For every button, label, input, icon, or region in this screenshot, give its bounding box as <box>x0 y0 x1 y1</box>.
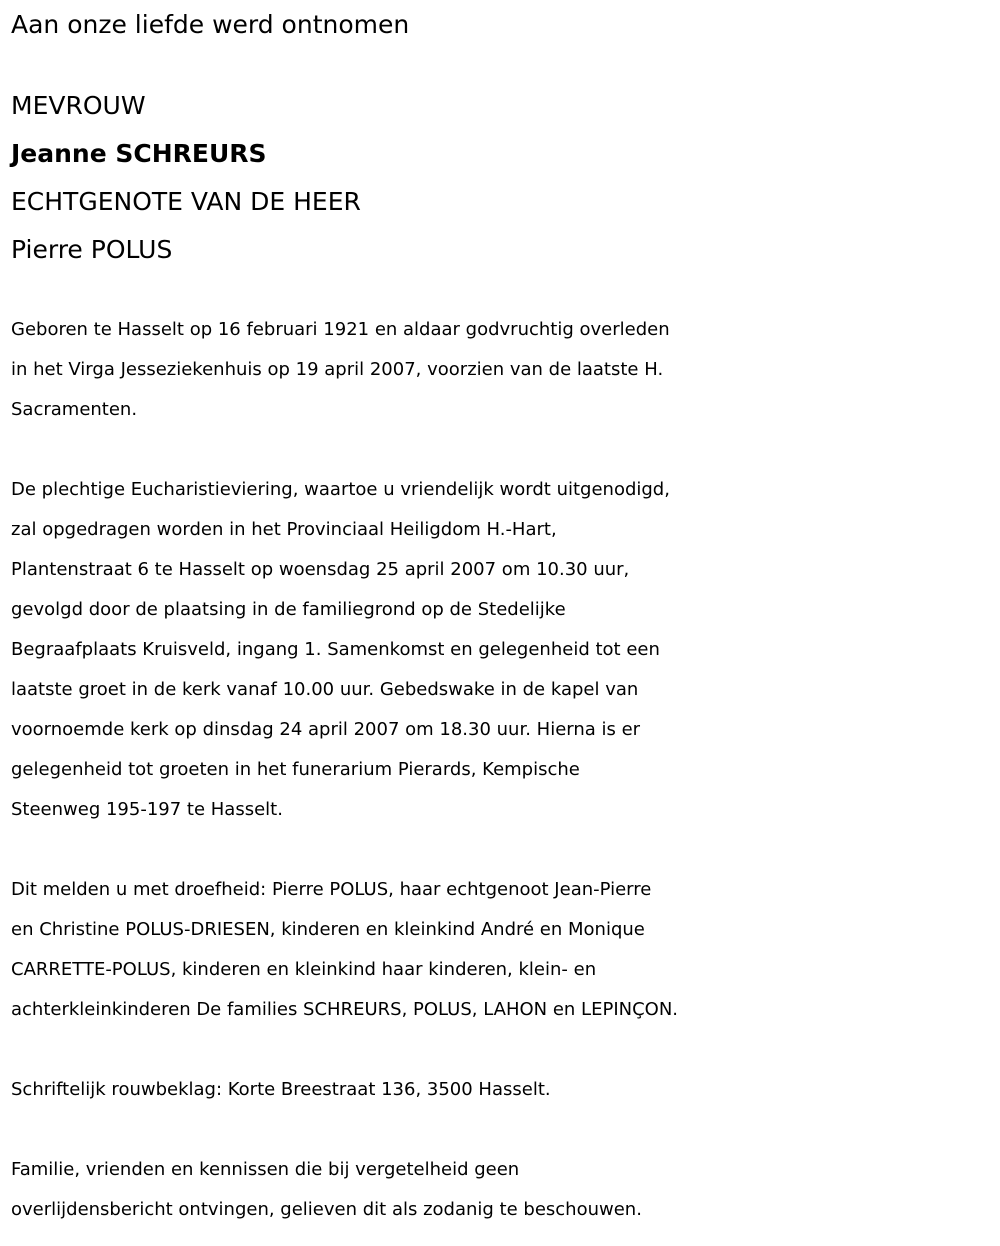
text-line: De plechtige Eucharistieviering, waartoe u vriendelijk wordt uitgenodigd, <box>11 479 670 500</box>
text-line: Familie, vrienden en kennissen die bij vergetelheid geen <box>11 1159 520 1180</box>
paragraph-condolences <box>11 1070 991 1110</box>
opening-line: Aan onze liefde werd ontnomen <box>11 10 410 39</box>
text-line: overlijdensbericht ontvingen, gelieven dit als zodanig te beschouwen. <box>11 1199 642 1220</box>
text-line: Plantenstraat 6 te Hasselt op woensdag 25 april 2007 om 10.30 uur, <box>11 559 630 580</box>
text-line: voornoemde kerk op dinsdag 24 april 2007 om 18.30 uur. Hierna is er <box>11 719 641 740</box>
paragraph-ceremony <box>11 470 991 830</box>
spouse-prefix: ECHTGENOTE VAN DE HEER <box>11 187 361 216</box>
paragraph-birth-death <box>11 310 991 430</box>
paragraph-closing <box>11 1150 991 1230</box>
text-line: Steenweg 195-197 te Hasselt. <box>11 799 283 820</box>
text-line: laatste groet in de kerk vanaf 10.00 uur. Gebedswake in de kapel van <box>11 679 639 700</box>
text-line: Dit melden u met droefheid: Pierre POLUS, haar echtgenoot Jean-Pierre <box>11 879 652 900</box>
text-line: achterkleinkinderen De families SCHREURS, POLUS, LAHON en LEPINÇON. <box>11 999 679 1020</box>
text-line: gevolgd door de plaatsing in de familiegrond op de Stedelijke <box>11 599 566 620</box>
text-line: zal opgedragen worden in het Provinciaal Heiligdom H.-Hart, <box>11 519 557 540</box>
text-line: Sacramenten. <box>11 399 138 420</box>
title-prefix: MEVROUW <box>11 91 146 120</box>
deceased-name: Jeanne SCHREURS <box>11 139 267 168</box>
text-line: Geboren te Hasselt op 16 februari 1921 en aldaar godvruchtig overleden <box>11 319 670 340</box>
text-line: Begraafplaats Kruisveld, ingang 1. Samenkomst en gelegenheid tot een <box>11 639 660 660</box>
text-line: gelegenheid tot groeten in het funerarium Pierards, Kempische <box>11 759 580 780</box>
text-line: en Christine POLUS-DRIESEN, kinderen en kleinkind André en Monique <box>11 919 645 940</box>
spouse-name: Pierre POLUS <box>11 235 173 264</box>
paragraph-family <box>11 870 991 1030</box>
text-line: CARRETTE-POLUS, kinderen en kleinkind haar kinderen, klein- en <box>11 959 597 980</box>
text-line: in het Virga Jesseziekenhuis op 19 april 2007, voorzien van de laatste H. <box>11 359 664 380</box>
text-line: Schriftelijk rouwbeklag: Korte Breestraat 136, 3500 Hasselt. <box>11 1079 551 1100</box>
